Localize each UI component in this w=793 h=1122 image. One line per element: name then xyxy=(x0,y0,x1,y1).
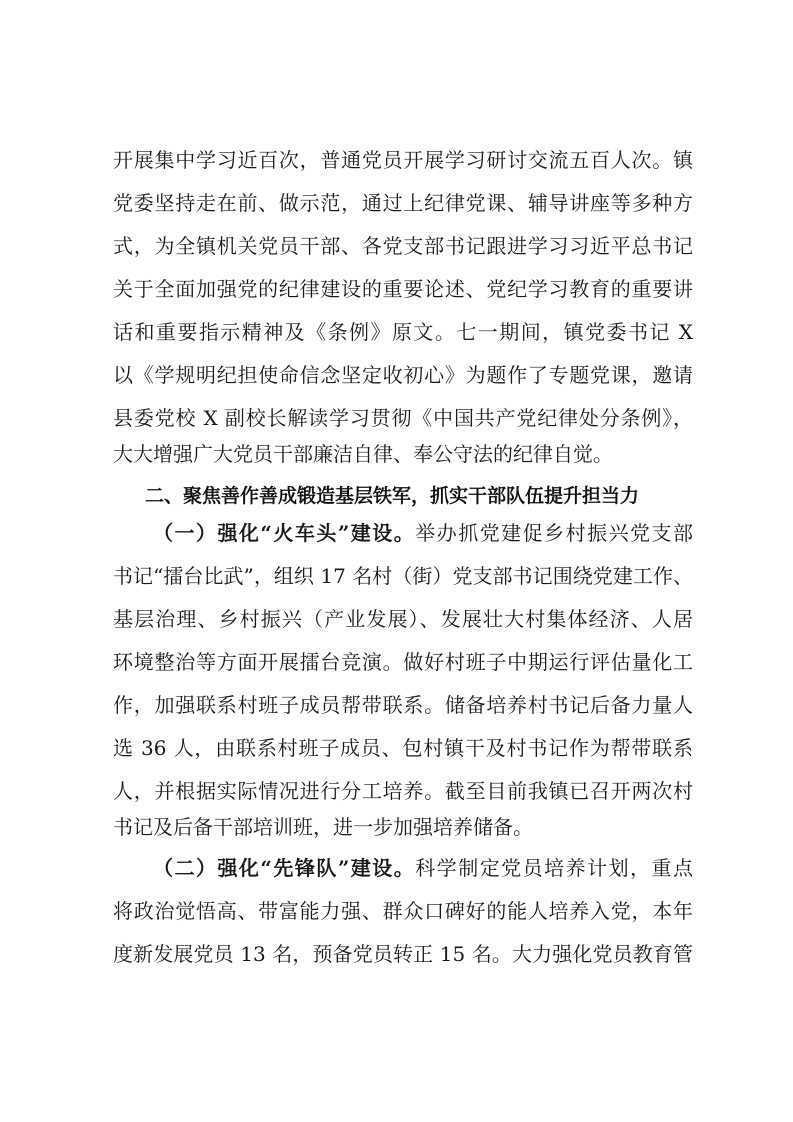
section-heading: 二、聚焦善作善成锻造基层铁军，抓实干部队伍提升担当力 xyxy=(145,485,640,507)
paragraph-2-line-2: 书记“擂台比武”，组织 17 名村（街）党支部书记围绕党建工作、 xyxy=(113,564,693,588)
paragraph-1-line-5: 话和重要指示精神及《条例》原文。七一期间，镇党委书记 X xyxy=(113,320,693,344)
paragraph-1-line-8: 大大增强广大党员干部廉洁自律、奉公守法的纪律自觉。 xyxy=(113,442,613,466)
paragraph-2-line-3: 基层治理、乡村振兴（产业发展）、发展壮大村集体经济、人居 xyxy=(113,607,693,631)
paragraph-2-subtitle: （一）强化“火车头”建设。 xyxy=(153,521,416,545)
paragraph-3-line-3: 度新发展党员 13 名，预备党员转正 15 名。大力强化党员教育管 xyxy=(113,942,693,966)
paragraph-1-line-4: 关于全面加强党的纪律建设的重要论述、党纪学习教育的重要讲 xyxy=(113,277,693,301)
paragraph-2-line-4: 环境整治等方面开展擂台竞演。做好村班子中期运行评估量化工 xyxy=(113,650,693,674)
paragraph-2-line-6: 选 36 人，由联系村班子成员、包村镇干及村书记作为帮带联系 xyxy=(113,736,693,760)
paragraph-2-first-line xyxy=(153,515,693,551)
paragraph-2-line-7: 人，并根据实际情况进行分工培养。截至目前我镇已召开两次村 xyxy=(113,779,693,803)
paragraph-1-line-1: 开展集中学习近百次，普通党员开展学习研讨交流五百人次。镇 xyxy=(113,148,693,172)
paragraph-1-line-3: 式，为全镇机关党员干部、各党支部书记跟进学习习近平总书记 xyxy=(113,234,693,258)
paragraph-2-line-8: 书记及后备干部培训班，进一步加强培养储备。 xyxy=(113,815,533,839)
paragraph-1-line-7: 县委党校 X 副校长解读学习贯彻《中国共产党纪律处分条例》， xyxy=(113,406,693,430)
paragraph-1-line-6: 以《学规明纪担使命信念坚定收初心》为题作了专题党课，邀请 xyxy=(113,363,693,387)
paragraph-3-first-line-text: 科学制定党员培养计划，重点 xyxy=(415,856,693,880)
paragraph-3-subtitle: （二）强化“先锋队”建设。 xyxy=(153,856,416,880)
paragraph-1-line-2: 党委坚持走在前、做示范，通过上纪律党课、辅导讲座等多种方 xyxy=(113,191,693,215)
paragraph-3-first-line xyxy=(153,850,693,886)
paragraph-3-line-2: 将政治觉悟高、带富能力强、群众口碑好的能人培养入党，本年 xyxy=(113,899,693,923)
paragraph-2-line-5: 作，加强联系村班子成员帮带联系。储备培养村书记后备力量人 xyxy=(113,693,693,717)
paragraph-2-first-line-text: 举办抓党建促乡村振兴党支部 xyxy=(415,521,693,545)
